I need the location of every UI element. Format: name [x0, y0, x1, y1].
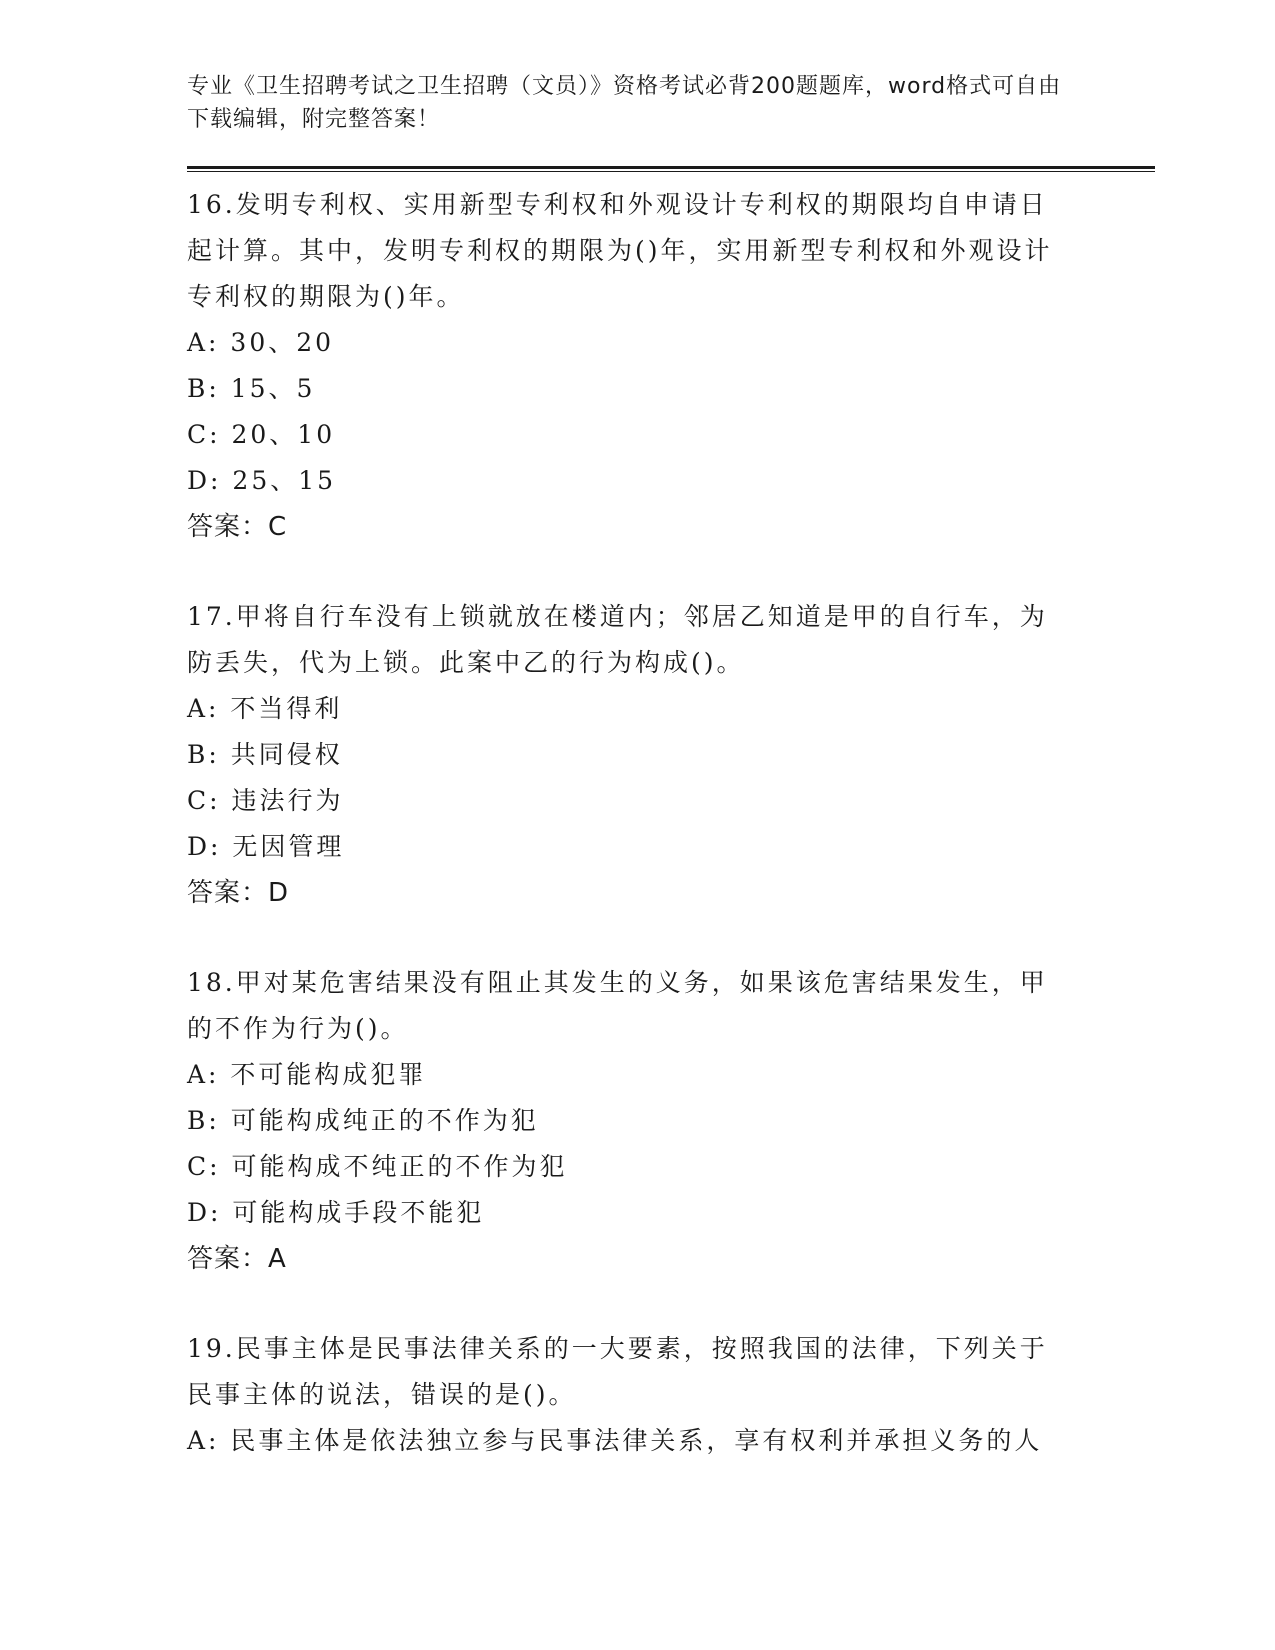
question-text: 19.民事主体是民事法律关系的一大要素，按照我国的法律，下列关于民事主体的说法，错误的是()。: [187, 1334, 1048, 1409]
document-header: 专业《卫生招聘考试之卫生招聘（文员）》资格考试必背200题题库，word格式可自由下载编辑，附完整答案！: [187, 74, 1062, 132]
question-19: [187, 1326, 1057, 1464]
option-d: D: 可能构成手段不能犯: [187, 1198, 485, 1227]
option-c: C: 违法行为: [187, 786, 344, 815]
answer-line: 答案：C: [187, 512, 288, 542]
answer-line: 答案：A: [187, 1244, 287, 1274]
option-d: D: 无因管理: [187, 832, 345, 861]
option-b: B: 可能构成纯正的不作为犯: [187, 1106, 539, 1135]
question-text: 16.发明专利权、实用新型专利权和外观设计专利权的期限均自申请日起计算。其中，发明专利权的期限为()年，实用新型专利权和外观设计专利权的期限为()年。: [187, 190, 1053, 311]
question-16: [187, 182, 1057, 550]
question-17: [187, 594, 1057, 916]
option-a: A: 30、20: [187, 328, 335, 357]
document-page: [187, 70, 1157, 1464]
option-b: B: 共同侵权: [187, 740, 343, 769]
question-18: [187, 960, 1057, 1282]
option-c: C: 可能构成不纯正的不作为犯: [187, 1152, 568, 1181]
question-text: 17.甲将自行车没有上锁就放在楼道内；邻居乙知道是甲的自行车，为防丢失，代为上锁。此案中乙的行为构成()。: [187, 602, 1048, 677]
option-d: D: 25、15: [187, 466, 337, 495]
option-a: A: 民事主体是依法独立参与民事法律关系，享有权利并承担义务的人: [187, 1426, 1043, 1455]
header-divider: [187, 166, 1155, 172]
option-c: C: 20、10: [187, 420, 336, 449]
answer-line: 答案：D: [187, 878, 290, 908]
option-a: A: 不当得利: [187, 694, 343, 723]
question-text: 18.甲对某危害结果没有阻止其发生的义务，如果该危害结果发生，甲的不作为行为()。: [187, 968, 1048, 1043]
option-b: B: 15、5: [187, 374, 316, 403]
option-a: A: 不可能构成犯罪: [187, 1060, 427, 1089]
